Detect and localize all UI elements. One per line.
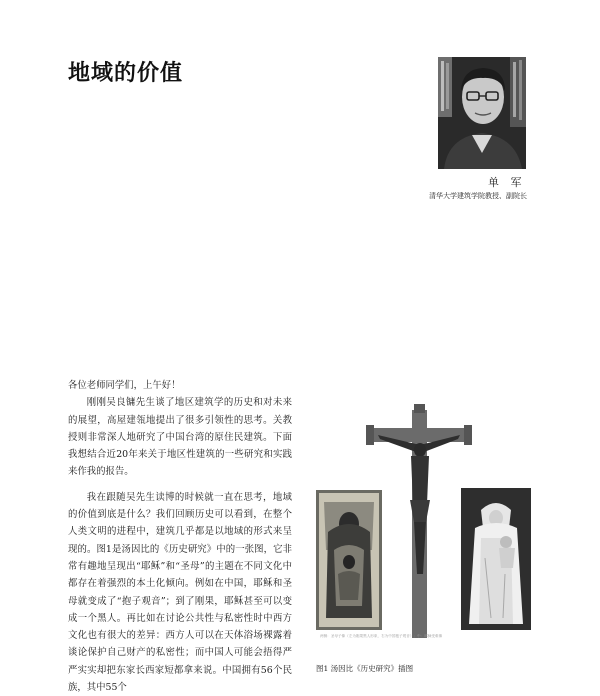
congo-madonna-graphic	[316, 490, 382, 630]
author-photo	[438, 57, 526, 169]
guanyin-image	[461, 488, 531, 630]
congo-madonna-image	[316, 490, 382, 630]
body-paragraph: 刚刚吴良镛先生谈了地区建筑学的历史和对未来的展望，高屋建瓴地提出了很多引领性的思考。关教授则非常深人地研究了中国台湾的原住民建筑。下面我想结合近20年来关于地区性建筑的一些研究和实践来作我的报告。	[68, 397, 292, 478]
figure-1	[316, 404, 541, 686]
author-photo-graphic	[438, 57, 526, 169]
greeting-paragraph: 各位老师同学们，上午好！	[68, 380, 181, 391]
author-name: 单 军	[488, 176, 526, 189]
body-paragraph: 我在跟随吴先生读博的时候就一直在思考，地域的价值到底是什么？我们回顾历史可以看到，在整个人类文明的进程中，建筑几乎都是以地域的形式来呈现的。图1是汤因比的《历史研究》中的一张图，它非常有趣地呈现出“耶稣”和“圣母”的主题在不同文化中都存在着强烈的本土化倾向。例如在中国，耶稣和圣母就变成了“抱子观音”；到了刚果，耶稣甚至可以变成一个黑人。再比如在讨论公共性与私密性时中西方文化也有很大的差异：西方人可以在天体浴场裸露着谈论保护自己财产的私密性；而中国人可能会捂得严严实实却把东家长西家短都拿来说。中国拥有56个民族，其中55个	[68, 491, 292, 694]
article-body	[68, 377, 292, 696]
guanyin-graphic	[461, 488, 531, 630]
figure-caption: 图1 汤因比《历史研究》插图	[316, 664, 414, 673]
author-affiliation: 清华大学建筑学院教授、副院长	[429, 192, 527, 200]
article-title: 地域的价值	[68, 61, 184, 86]
figure-note: 两侧：圣母子像（左为刚果黑人形象，右为中国抱子观音）；中：耶稣受难像	[320, 634, 443, 638]
